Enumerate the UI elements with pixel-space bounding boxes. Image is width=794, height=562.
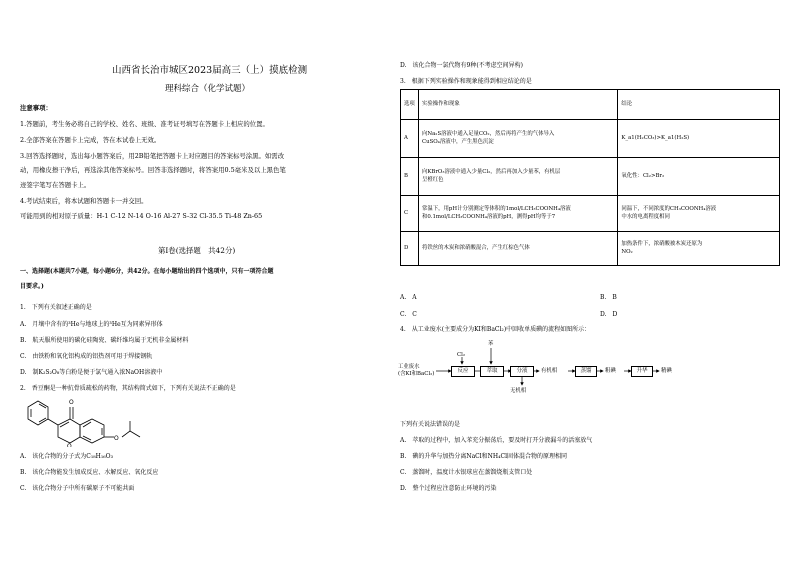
q1-option-d: D. 制K₂S₂O₈等白粉是便于氯气通入浓NaOH溶液中 xyxy=(20,369,163,376)
flow-react: 反应 xyxy=(451,366,475,377)
q3-option-a: A. A xyxy=(400,294,417,301)
row-operation: 将铁丝的木炭和浓硝酸混合，产生红棕色气体 xyxy=(418,232,617,266)
flow-distill: 蒸馏 xyxy=(575,366,597,377)
q2-option-b: B. 该化合物能发生加成反应、水解反应、氧化反应 xyxy=(20,469,159,476)
header-operation: 实验操作和现象 xyxy=(418,90,617,120)
row-option: A xyxy=(401,120,419,158)
molecule-structure xyxy=(18,395,178,447)
notice-line: 2.全部答案在答题卡上完成，答在本试卷上无效。 xyxy=(20,136,161,144)
flow-sublime: 升华 xyxy=(631,366,653,377)
row-option: C xyxy=(401,196,419,232)
q1-option-c: C. 由铁粉和氧化铝构成的铝热剂可用于焊接钢轨 xyxy=(20,353,153,360)
notice-line: 迹签字笔写在答题卡上。 xyxy=(20,181,91,189)
section-intro: 目要求。) xyxy=(20,283,44,290)
row-conclusion: 加热条件下，浓硝酸被木炭还原为 NO₂ xyxy=(618,232,780,266)
svg-text:O: O xyxy=(67,443,72,447)
row-operation: 向Na₂S溶液中通入足量CO₂，然后再将产生的气体导入 CuSO₄溶液中，产生黑色沉淀 xyxy=(418,120,617,158)
q3-option-d: D. D xyxy=(600,311,618,318)
table-header-row xyxy=(401,90,780,120)
notice-title: 注意事项： xyxy=(20,104,52,112)
q4-option-b: B. 碘的升华与加热分离NaCl和NH₄Cl固体混合物的原理相同 xyxy=(400,453,568,460)
q3-stem: 3. 根据下列实验操作和现象能得到相应结论的是 xyxy=(400,78,532,85)
table-row xyxy=(401,196,780,232)
row-conclusion: K_a1(H₂CO₃)>K_a1(H₂S) xyxy=(618,120,780,158)
experiment-table xyxy=(400,89,780,266)
svg-text:O: O xyxy=(69,399,74,406)
svg-text:O: O xyxy=(114,435,119,442)
notice-line: 动，用橡皮擦干净后，再选涂其他答案标号。回答非选择题时，将答案用0.5毫米及以上黑色笔 xyxy=(20,166,286,174)
q1-stem: 1. 下列有关叙述正确的是 xyxy=(20,304,92,311)
notice-line: 3.回答选择题时，选出每小题答案后，用2B铅笔把答题卡上对应题目的答案标号涂黑。如需改 xyxy=(20,152,285,160)
q3-option-c: C. C xyxy=(400,311,417,318)
q1-option-a: A. 月壤中含有的³He与地球上的³He互为同素异形体 xyxy=(20,321,163,328)
q2-option-d: D. 该化合物一氯代物有9种(不考虑空间异构) xyxy=(400,62,524,69)
table-row xyxy=(401,232,780,266)
flow-inorganic: 无机相 xyxy=(510,388,527,394)
header-conclusion: 结论 xyxy=(618,90,780,120)
row-option: D xyxy=(401,232,419,266)
table-row xyxy=(401,120,780,158)
exam-subtitle: 理科综合（化学试题） xyxy=(165,84,251,94)
q4-option-a: A. 萃取的过程中，加入苯充分振荡后，要及时打开分液漏斗的活塞放气 xyxy=(400,437,593,444)
q2-option-c: C. 该化合物分子中所有碳原子不可能共面 xyxy=(20,485,135,492)
q2-option-a: A. 该化合物的分子式为C₁₈H₁₆O₃ xyxy=(20,453,114,460)
flow-separate: 分液 xyxy=(510,366,534,377)
flow-crude: 粗碘 xyxy=(605,368,616,374)
row-operation: 向KBrO₃溶液中通入少量Cl₂，然后再加入少量苯，有机层 呈橙红色 xyxy=(418,158,617,196)
section-intro: 一、选择题(本题共7小题，每小题6分，共42分。在每小题给出的四个选项中，只有一项符合题 xyxy=(20,268,274,275)
part-title: 第Ⅰ卷(选择题 共42分) xyxy=(158,246,236,255)
q4-option-c: C. 蒸馏时，温度计水银球应在蒸馏烧瓶支管口处 xyxy=(400,469,533,476)
row-operation: 常温下，用pH计分别测定等体积的1mol/LCH₃COONH₄溶液 和0.1mol/LCH₃COONH₄溶液的pH，测得pH均等于7 xyxy=(418,196,617,232)
flow-source: 工业废水 (含KI和BaCl₂) xyxy=(398,364,435,377)
atomic-mass-line: 可能用到的相对原子质量：H-1 C-12 N-14 O-16 Al-27 S-32 Cl-35.5 Ti-48 Zn-65 xyxy=(20,212,263,220)
flow-cl2: Cl₂ xyxy=(457,352,466,358)
flow-organic: 有机相 xyxy=(541,368,558,374)
q4-stem: 4. 从工业废水(主要成分为KI和BaCl₂)中回收单质碘的流程如图所示： xyxy=(400,326,591,333)
row-conclusion: 氧化性：Cl₂>Br₂ xyxy=(618,158,780,196)
flow-pure: 精碘 xyxy=(661,368,672,374)
row-option: B xyxy=(401,158,419,196)
notice-line: 4.考试结束后，将本试题和答题卡一并交回。 xyxy=(20,197,148,205)
q4-question: 下列有关说法错误的是 xyxy=(400,421,461,428)
notice-line: 1.答题前，考生务必将自己的学校、姓名、班级、准考证号填写在答题卡上相应的位置。 xyxy=(20,120,269,128)
q1-option-b: B. 航天服所使用的碳化硅陶瓷、碳纤维均属于无机非金属材料 xyxy=(20,337,189,344)
flow-extract: 萃取 xyxy=(480,366,504,377)
q2-stem: 2. 香豆酮是一种抗骨质疏松的药物，其结构简式如下，下列有关说法不正确的是 xyxy=(20,385,236,392)
exam-title: 山西省长治市城区2023届高三（上）摸底检测 xyxy=(112,65,308,76)
flow-benzene: 苯 xyxy=(488,341,494,347)
table-row xyxy=(401,158,780,196)
row-conclusion: 同温下，不同浓度的CH₃COONH₄溶液 中水的电离程度相同 xyxy=(618,196,780,232)
header-option: 选项 xyxy=(401,90,419,120)
q4-option-d: D. 整个过程应注意防止环境的污染 xyxy=(400,485,497,492)
q3-option-b: B. B xyxy=(600,294,617,301)
